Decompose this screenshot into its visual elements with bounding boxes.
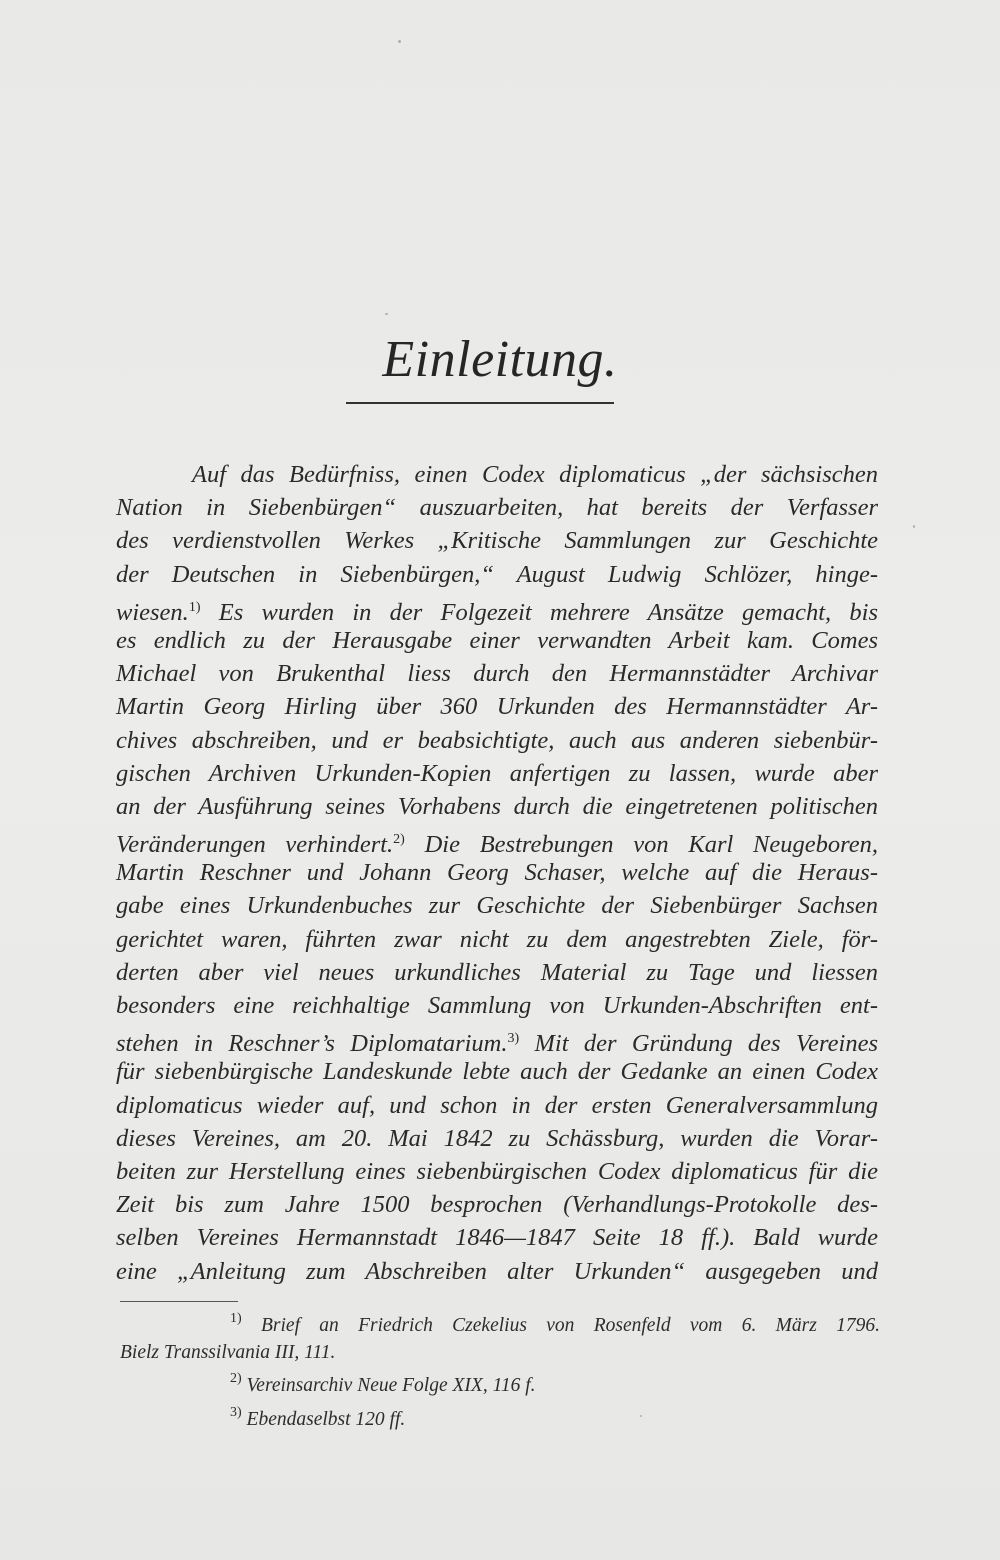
text-line: Nation in Siebenbürgen“ auszuarbeiten, hat bereits der Verfasser <box>116 494 878 522</box>
footnote-3: $^{3)}$ Ebendaselbst 120 ff. <box>230 1404 406 1430</box>
text-line: beiten zur Herstellung eines siebenbürgischen Codex diplomaticus für die <box>116 1157 878 1185</box>
footnote-2: $^{2)}$ Vereinsarchiv Neue Folge XIX, 116 f. <box>230 1371 536 1396</box>
body-paragraph <box>116 458 878 1288</box>
text-line: gerichtet waren, führten zwar nicht zu dem angestrebten Ziele, för- <box>116 925 878 953</box>
text-line: derten aber viel neues urkundliches Material zu Tage und liessen <box>116 958 878 986</box>
text-line: diplomaticus wieder auf, und schon in der ersten Generalversammlung <box>116 1091 878 1119</box>
footnote-1: $^{1)}$ Brief an Friedrich Czekelius von Rosenfeld vom 6. März 1796. <box>230 1311 881 1336</box>
text-line: gabe eines Urkundenbuches zur Geschichte der Siebenbürger Sachsen <box>116 892 878 920</box>
text-line: besonders eine reichhaltige Sammlung von Urkunden-Abschriften ent- <box>116 992 878 1019</box>
text-line: chives abschreiben, und er beabsichtigte, auch aus anderen siebenbür- <box>116 726 878 754</box>
footnote-separator <box>120 1301 238 1302</box>
footnote-1-continued: Bielz Transsilvania III, 111. <box>120 1341 336 1363</box>
footnote-ref-2: 2) <box>393 832 405 848</box>
text-line: Martin Reschner und Johann Georg Schaser, welche auf die Heraus- <box>116 859 878 887</box>
text-line: wiesen.$^{1)}$ Es wurden in der Folgezeit mehrere Ansätze gemacht, bis <box>116 598 879 626</box>
text-line: Zeit bis zum Jahre 1500 besprochen (Verhandlungs-Protokolle des- <box>116 1191 878 1219</box>
text-line: stehen in Reschner’s Diplomatarium.$^{3)}$ Mit der Gründung des Vereines <box>116 1030 879 1058</box>
text-line: es endlich zu der Herausgabe einer verwandten Arbeit kam. Comes <box>116 626 878 654</box>
page-title: Einleitung. <box>382 331 618 388</box>
text-line: Michael von Brukenthal liess durch den Hermannstädter Archivar <box>116 660 878 688</box>
text-line: Veränderungen verhindert.$^{2)}$ Die Bestrebungen von Karl Neugeboren, <box>116 831 879 859</box>
text-line: der Deutschen in Siebenbürgen,“ August Ludwig Schlözer, hinge- <box>116 560 878 588</box>
text-line: gischen Archiven Urkunden-Kopien anfertigen zu lassen, wurde aber <box>116 759 878 787</box>
footnote-ref-3: 3) <box>507 1031 520 1047</box>
text-line: Martin Georg Hirling über 360 Urkunden des Hermannstädter Ar- <box>116 693 878 721</box>
text-line: für siebenbürgische Landeskunde lebte auch der Gedanke an einen Codex <box>116 1058 878 1086</box>
text-line: dieses Vereines, am 20. Mai 1842 zu Schässburg, wurden die Vorar- <box>116 1124 878 1152</box>
footnotes <box>120 1306 880 1433</box>
text-line: Auf das Bedürfniss, einen Codex diplomaticus „der sächsischen <box>192 461 878 488</box>
text-line: eine „Anleitung zum Abschreiben alter Urkunden“ ausgegeben und <box>116 1257 878 1285</box>
text-line: an der Ausführung seines Vorhabens durch die eingetretenen politischen <box>116 792 878 820</box>
bleed-through-text <box>110 75 870 109</box>
footnote-ref-1: 1) <box>188 599 201 615</box>
text-line: des verdienstvollen Werkes „Kritische Sammlungen zur Geschichte <box>116 527 878 555</box>
text-line: selben Vereines Hermannstadt 1846—1847 Seite 18 ff.). Bald wurde <box>116 1224 878 1252</box>
title-underline <box>346 402 614 404</box>
